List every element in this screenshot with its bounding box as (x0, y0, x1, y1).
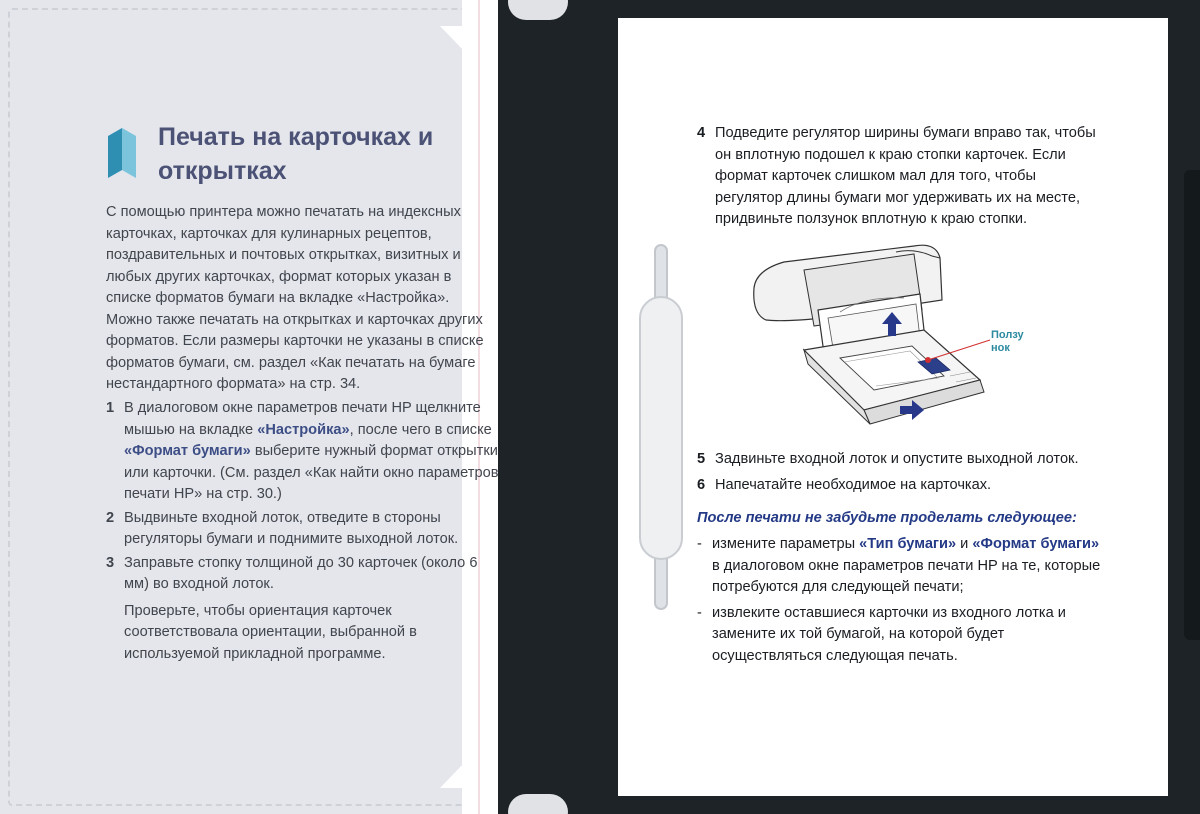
step-number: 2 (106, 509, 115, 526)
left-steps (106, 398, 502, 667)
step-text: Задвиньте входной лоток и опустите выходной лоток. (715, 451, 1079, 467)
step-5 (697, 449, 1127, 471)
paper-type-ref: «Тип бумаги» (859, 536, 957, 552)
card-icon (106, 126, 138, 180)
step-4 (697, 123, 1097, 235)
step-text: Выдвиньте входной лоток, отведите в стороны регуляторы бумаги и поднимите выходной лоток. (124, 509, 459, 547)
slider-callout (991, 329, 1041, 355)
list-text: в диалоговом окне параметров печати HP на те, которые потребуются для следующей печати; (712, 557, 1101, 595)
page-title: Печать на карточках и открытках (158, 123, 434, 185)
step-1 (106, 398, 502, 506)
binder-clip (639, 296, 683, 560)
step-number: 4 (697, 125, 706, 141)
list-item: - измените параметры «Тип бумаги» и «Формат бумаги» в диалоговом окне параметров печати HP на те, которые потребуются для следующей печати; (697, 536, 1101, 595)
list-item: - извлеките оставшиеся карточки из входного лотка и замените их той бумагой, на которой будет осуществляться следующая печать. (697, 604, 1066, 664)
step-number: 5 (697, 451, 706, 467)
callout-line: Ползу (991, 329, 1024, 341)
step-text: Напечатайте необходимое на карточках. (715, 476, 992, 493)
list-text: извлеките оставшиеся карточки из входного лотка и замените их той бумагой, на которой будет осуществляться следующая печать. (712, 604, 1066, 664)
list-text: измените параметры (712, 536, 860, 552)
step-text: выберите нужный формат открытки или карточки. (См. раздел «Как найти окно параметров печати HP» на стр. 30.) (124, 443, 499, 502)
ring-hole-top (508, 0, 568, 20)
step-number: 6 (697, 476, 706, 493)
after-print-heading: После печати не забудьте проделать следующее: (697, 510, 1077, 526)
paper-size-ref: «Формат бумаги» (972, 536, 1100, 552)
step-6 (697, 475, 1127, 497)
step-text: Подведите регулятор ширины бумаги вправо так, чтобы он вплотную подошел к краю стопки карточек. Если формат карточек слишком мал для того, чтобы регулятор длины бумаги мог удерживать их на месте, придвиньте ползунок вплотную к краю стопки. (715, 125, 1096, 227)
intro-paragraph: С помощью принтера можно печатать на индексных карточках, карточках для кулинарных рецептов, поздравительных и почтовых открытках, визитных и любых других карточках, формат которых указан в списке форматов бумаги на вкладке «Настройка». Можно также печатать на открытках и карточках других форматов. Если размеры карточки не указаны в списке форматов бумаги, см. раздел «Как печатать на бумаге нестандартного формата» на стр. 34. (106, 204, 484, 392)
paper-size-ref: «Формат бумаги» (124, 443, 251, 459)
step-2 (106, 508, 502, 551)
folder-tab (1184, 170, 1200, 640)
step-number: 1 (106, 400, 115, 416)
step-note: Проверьте, чтобы ориентация карточек соответствовала ориентации, выбранной в используемой прикладной программе. (124, 602, 417, 662)
step-number: 3 (106, 554, 115, 571)
callout-line: нок (991, 342, 1010, 354)
steps-5-6 (697, 449, 1127, 500)
after-print-list (697, 534, 1107, 671)
step-text: В диалоговом окне параметров печати HP щелкните мышью на вкладке (124, 400, 481, 438)
list-text: и (956, 536, 973, 552)
step-text: Заправьте стопку толщиной до 30 карточек (около 6 мм) во входной лоток. (124, 554, 478, 592)
ring-hole-bottom (508, 794, 568, 814)
setup-tab-ref: «Настройка» (257, 421, 350, 438)
step-3 (106, 553, 502, 666)
step-text: , после чего в списке (349, 421, 492, 438)
